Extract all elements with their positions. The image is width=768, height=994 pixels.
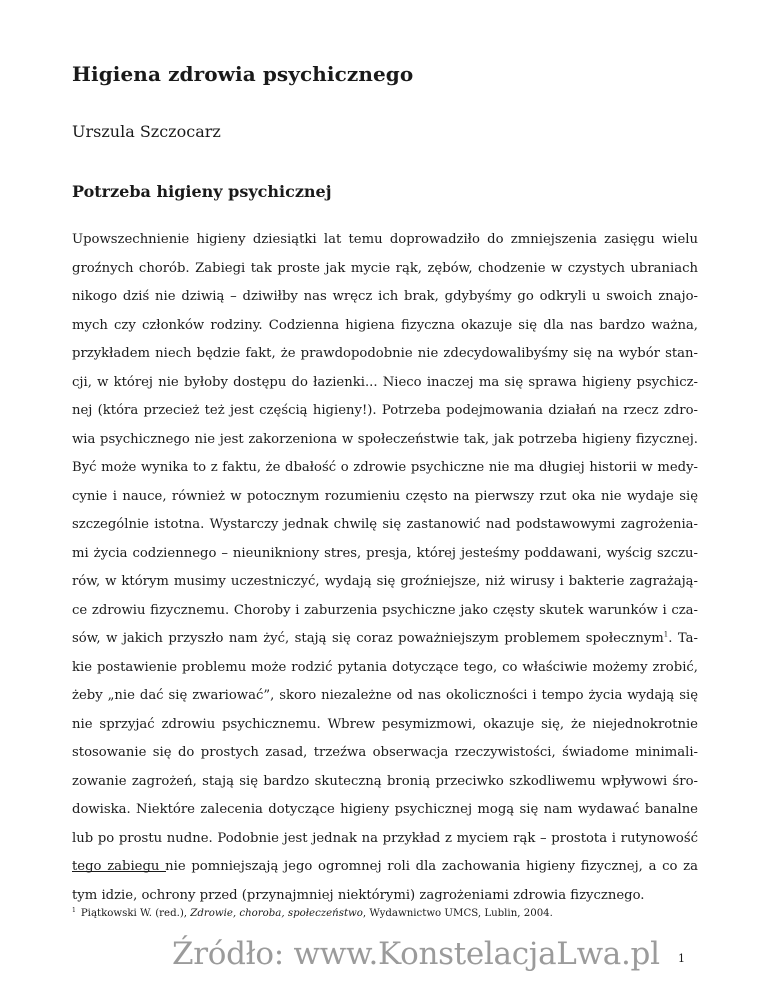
footnote-publisher: , Wydawnictwo UMCS, Lublin, 2004. xyxy=(362,908,553,919)
paragraph-line: żeby „nie dać się zwariować”, skoro niezależne od nas okoliczności i tempo życia wydają się xyxy=(72,688,698,703)
footnote-author: Piątkowski W. (red.), xyxy=(80,908,191,919)
line-text: sów, w jakich przyszło nam żyć, stają się coraz poważniejszym problemem społecznym xyxy=(72,631,664,646)
footnote xyxy=(72,908,553,919)
paragraph-line: cji, w której nie byłoby dostępu do łazienki... Nieco inaczej ma się sprawa higieny psychicz- xyxy=(72,374,698,390)
paragraph-line: rów, w którym musimy uczestniczyć, wydają się groźniejsze, niż wirusy i bakterie zagrażają- xyxy=(72,574,698,589)
paragraph-line: tego zabiegu nie pomniejszają jego ogromnej roli dla zachowania higieny fizycznej, a co za xyxy=(72,859,698,874)
paragraph-line: ce zdrowiu fizycznemu. Choroby i zaburzenia psychiczne jako częsty skutek warunków i cza- xyxy=(72,602,698,618)
paragraph-line: wia psychicznego nie jest zakorzeniona w społeczeństwie tak, jak potrzeba higieny fizycznej. xyxy=(72,431,698,447)
paragraph-line: zowanie zagrożeń, stają się bardzo skuteczną bronią przeciwko szkodliwemu wpływowi śro- xyxy=(72,773,698,789)
footnote-separator xyxy=(72,871,166,872)
paragraph-line: Upowszechnienie higieny dziesiątki lat temu doprowadziło do zmniejszenia zasięgu wielu xyxy=(72,232,698,247)
paragraph-line: stosowanie się do prostych zasad, trzeźwa obserwacja rzeczywistości, świadome minimali- xyxy=(72,745,698,760)
paragraph-line: nikogo dziś nie dziwią – dziwiłby nas wręcz ich brak, gdybyśmy go odkryli u swoich znajo- xyxy=(72,289,698,304)
paragraph-line: dowiska. Niektóre zalecenia dotyczące higieny psychicznej mogą się nam wydawać banalne xyxy=(72,802,698,817)
author-name: Urszula Szczocarz xyxy=(72,122,221,141)
paragraph-line: szczególnie istotna. Wystarczy jednak chwilę się zastanowić nad podstawowymi zagrożenia- xyxy=(72,517,698,532)
paragraph-line: kie postawienie problemu może rodzić pytania dotyczące tego, co właściwie możemy zrobić, xyxy=(72,659,698,675)
body-paragraph xyxy=(72,226,698,910)
paragraph-line: mych czy członków rodziny. Codzienna higiena fizyczna okazuje się dla nas bardzo ważna, xyxy=(72,317,698,333)
paragraph-line: lub po prostu nudne. Podobnie jest jednak na przykład z myciem rąk – prostota i rutynowość xyxy=(72,830,698,846)
footnote-book-title: Zdrowie, choroba, społeczeństwo xyxy=(190,908,363,919)
source-watermark: Źródło: www.KonstelacjaLwa.pl xyxy=(172,936,660,972)
document-title: Higiena zdrowia psychicznego xyxy=(72,62,414,86)
paragraph-line-with-footnote xyxy=(72,625,698,654)
section-heading: Potrzeba higieny psychicznej xyxy=(72,182,332,201)
line-text: . Ta- xyxy=(668,631,698,646)
paragraph-line: tym idzie, ochrony przed (przynajmniej niektórymi) zagrożeniami zdrowia fizycznego. xyxy=(72,887,645,903)
footnote-marker: 1 xyxy=(72,906,76,914)
paragraph-line: nie sprzyjać zdrowiu psychicznemu. Wbrew pesymizmowi, okazuje się, że niejednokrotnie xyxy=(72,716,698,732)
paragraph-line: Być może wynika to z faktu, że dbałość o zdrowie psychiczne nie ma długiej historii w medy- xyxy=(72,460,698,475)
page-number: 1 xyxy=(678,952,685,965)
paragraph-line: groźnych chorób. Zabiegi tak proste jak mycie rąk, zębów, chodzenie w czystych ubraniach xyxy=(72,260,698,276)
footnote-reference[interactable]: 1 xyxy=(663,630,669,639)
paragraph-line: nej (która przecież też jest częścią higieny!). Potrzeba podejmowania działań na rzecz zdro- xyxy=(72,403,698,418)
paragraph-line: mi życia codziennego – nieunikniony stres, presja, której jesteśmy poddawani, wyścig szczu- xyxy=(72,545,698,561)
paragraph-line: przykładem niech będzie fakt, że prawdopodobnie nie zdecydowalibyśmy się na wybór stan- xyxy=(72,346,698,361)
paragraph-line: cynie i nauce, również w potocznym rozumieniu często na pierwszy rzut oka nie wydaje się xyxy=(72,488,698,504)
